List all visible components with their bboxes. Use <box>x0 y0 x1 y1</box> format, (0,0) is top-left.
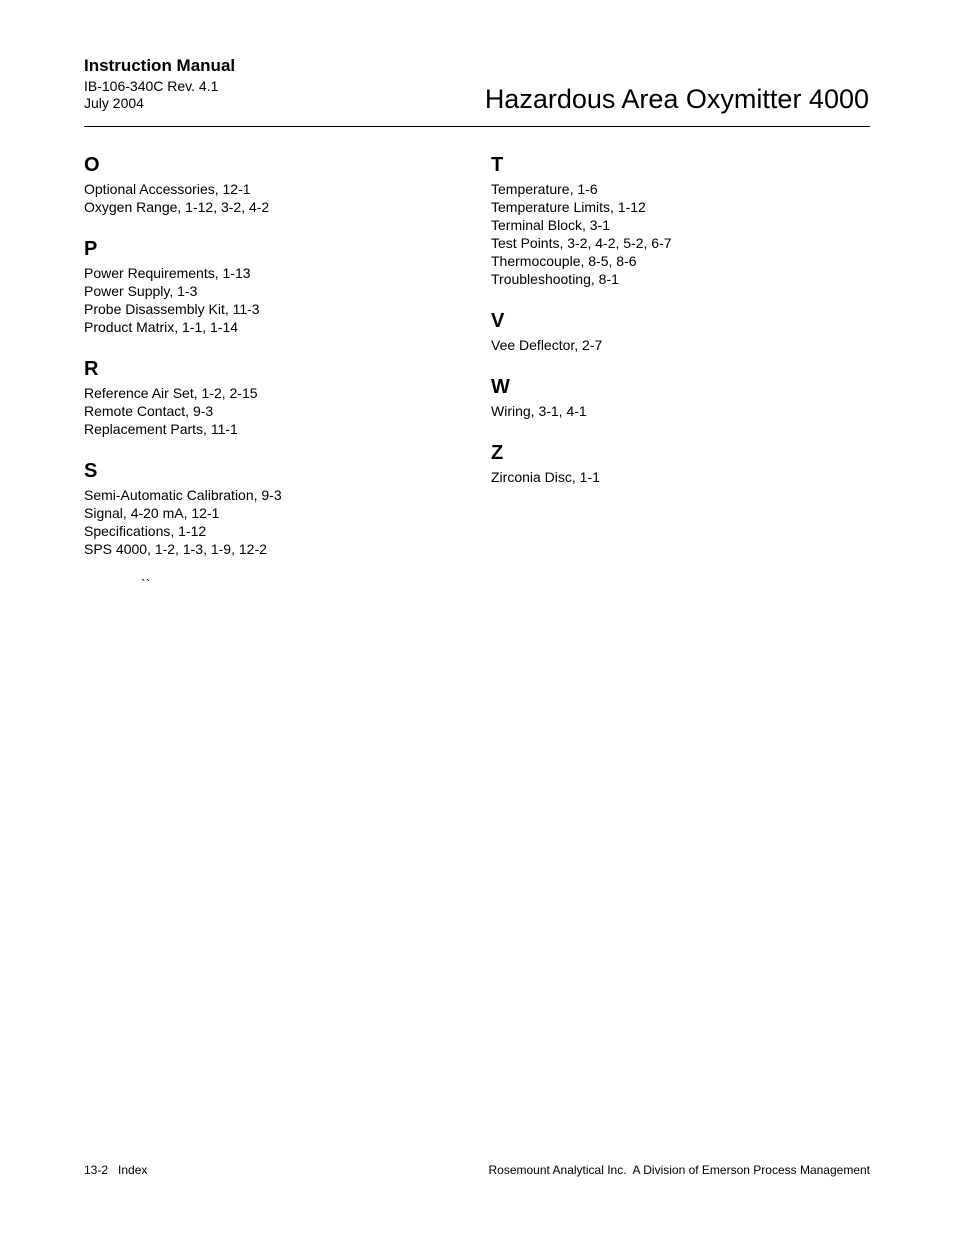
index-section-w <box>491 374 871 420</box>
document-date: July 2004 <box>84 95 144 111</box>
index-entry-list <box>491 402 871 420</box>
index-entry: Probe Disassembly Kit, 11-3 <box>84 301 260 317</box>
manual-title: Instruction Manual <box>84 56 236 75</box>
index-entry: Signal, 4-20 mA, 12-1 <box>84 505 220 521</box>
index-section-letter: P <box>84 238 98 260</box>
index-section-letter: T <box>491 154 504 176</box>
index-entry: Test Points, 3-2, 4-2, 5-2, 6-7 <box>491 235 672 251</box>
index-entry: Remote Contact, 9-3 <box>84 403 214 419</box>
index-entry: Zirconia Disc, 1-1 <box>491 469 600 485</box>
index-entry: Temperature, 1-6 <box>491 181 598 197</box>
index-section-z <box>491 440 871 486</box>
index-entry: Thermocouple, 8-5, 8-6 <box>491 253 637 269</box>
index-entry: Troubleshooting, 8-1 <box>491 271 619 287</box>
index-entry: Vee Deflector, 2-7 <box>491 337 603 353</box>
stray-mark: `` <box>141 576 151 592</box>
index-section-letter: W <box>491 376 510 398</box>
index-entry: Terminal Block, 3-1 <box>491 217 611 233</box>
index-entry-list <box>84 486 464 558</box>
index-entry: SPS 4000, 1-2, 1-3, 1-9, 12-2 <box>84 541 267 557</box>
index-entry: Replacement Parts, 11-1 <box>84 421 238 437</box>
footer-company: Rosemount Analytical Inc. A Division of Emerson Process Management <box>488 1163 870 1177</box>
index-entry: Semi-Automatic Calibration, 9-3 <box>84 487 282 503</box>
footer-page-label: 13-2 Index <box>84 1163 148 1177</box>
index-section-r <box>84 356 464 438</box>
index-entry: Reference Air Set, 1-2, 2-15 <box>84 385 258 401</box>
index-section-p <box>84 236 464 336</box>
index-entry: Oxygen Range, 1-12, 3-2, 4-2 <box>84 199 270 215</box>
index-entry: Power Supply, 1-3 <box>84 283 198 299</box>
index-section-letter: Z <box>491 442 504 464</box>
index-section-s <box>84 458 464 558</box>
index-entry: Wiring, 3-1, 4-1 <box>491 403 587 419</box>
index-section-v <box>491 308 871 354</box>
index-entry: Power Requirements, 1-13 <box>84 265 251 281</box>
index-entry-list <box>84 264 464 336</box>
index-section-letter: R <box>84 358 99 380</box>
index-section-letter: V <box>491 310 505 332</box>
index-right-column <box>491 152 871 506</box>
index-entry-list <box>491 180 871 288</box>
index-entry: Temperature Limits, 1-12 <box>491 199 646 215</box>
header-divider <box>84 126 870 127</box>
document-number: IB-106-340C Rev. 4.1 <box>84 78 219 94</box>
index-entry-list <box>84 384 464 438</box>
index-section-o <box>84 152 464 216</box>
index-entry: Specifications, 1-12 <box>84 523 207 539</box>
index-entry-list <box>491 468 871 486</box>
index-section-letter: S <box>84 460 98 482</box>
product-name: Hazardous Area Oxymitter 4000 <box>484 84 869 114</box>
index-entry: Optional Accessories, 12-1 <box>84 181 251 197</box>
index-entry-list <box>84 180 464 216</box>
index-section-t <box>491 152 871 288</box>
index-section-letter: O <box>84 154 100 176</box>
index-entry: Product Matrix, 1-1, 1-14 <box>84 319 239 335</box>
index-entry-list <box>491 336 871 354</box>
index-left-column <box>84 152 464 578</box>
